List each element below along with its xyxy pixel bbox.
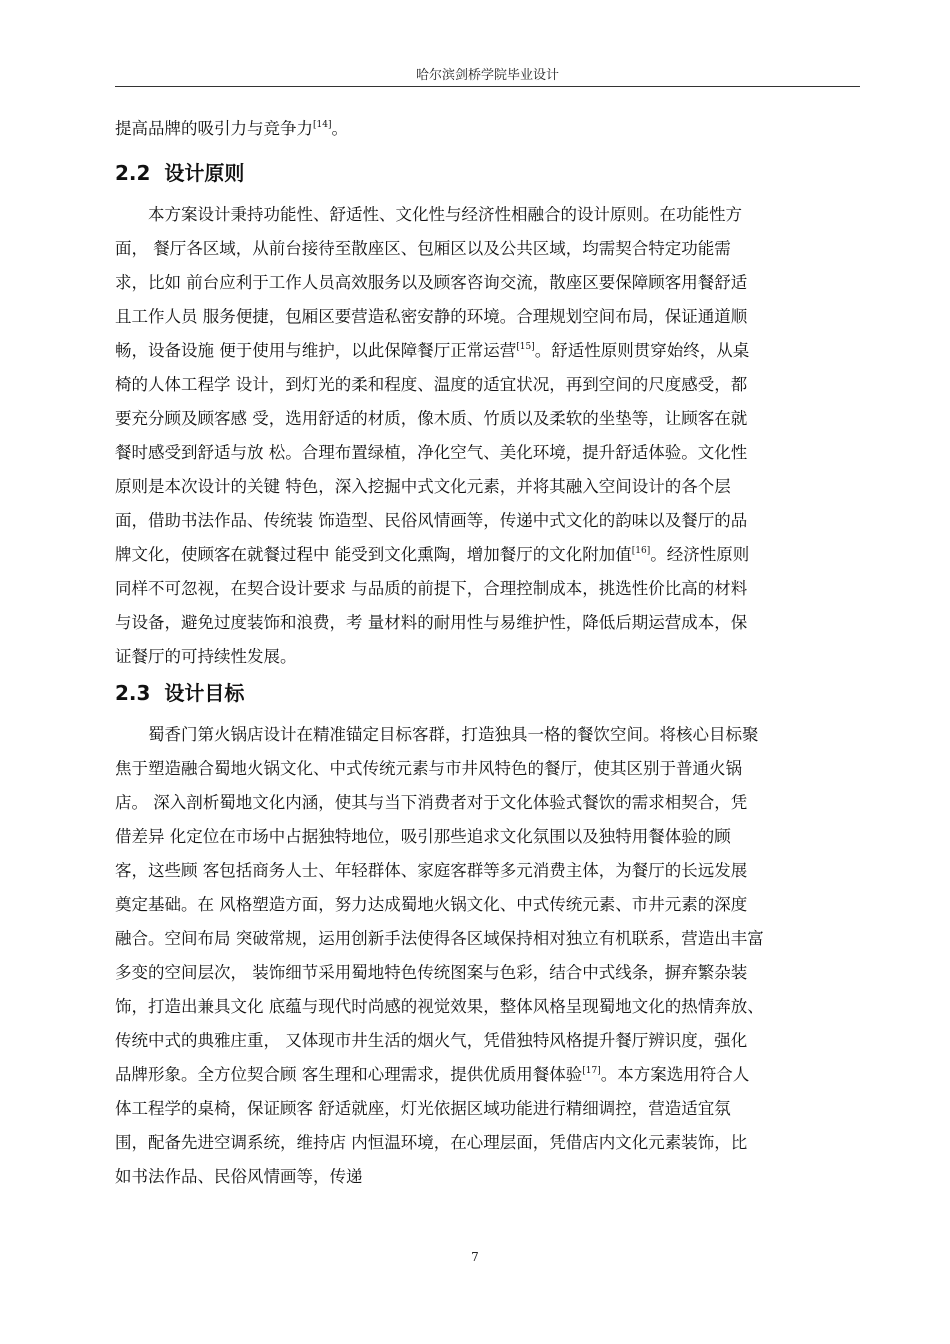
- citation-ref: [16]: [631, 546, 651, 556]
- text-line: [115, 402, 865, 436]
- line-text: 面，借助书法作品、传统装 饰造型、民俗风情画等，传递中式文化的韵味以及餐厅的品: [115, 511, 748, 530]
- text-line: [115, 1126, 865, 1160]
- line-text: 体工程学的桌椅，保证顾客 舒适就座，灯光依据区域功能进行精细调控，营造适宜氛: [115, 1099, 731, 1118]
- text-line: [115, 300, 865, 334]
- line-text: 品牌形象。全方位契合顾 客生理和心理需求，提供优质用餐体验: [115, 1065, 583, 1084]
- line-text: 店。 深入剖析蜀地文化内涵，使其与当下消费者对于文化体验式餐饮的需求相契合，凭: [115, 793, 748, 812]
- design-principles-paragraph: [115, 198, 865, 674]
- line-text: 多变的空间层次， 装饰细节采用蜀地特色传统图案与色彩，结合中式线条，摒弃繁杂装: [115, 963, 748, 982]
- text-line: [115, 334, 865, 368]
- line-text: 围，配备先进空调系统，维持店 内恒温环境，在心理层面，凭借店内文化元素装饰，比: [115, 1133, 748, 1152]
- text-line: [115, 990, 865, 1024]
- text-line: [115, 922, 865, 956]
- line-text: 焦于塑造融合蜀地火锅文化、中式传统元素与市井风特色的餐厅，使其区别于普通火锅: [115, 759, 742, 778]
- text-line: [115, 112, 865, 146]
- section-number: 2.2: [115, 161, 151, 185]
- text-line: [115, 786, 865, 820]
- line-text: 传统中式的典雅庄重， 又体现市井生活的烟火气，凭借独特风格提升餐厅辨识度，强化: [115, 1031, 748, 1050]
- text-line: [115, 752, 865, 786]
- section-heading-2-2: [115, 158, 865, 188]
- text-line: [115, 572, 865, 606]
- text-line: [115, 1024, 865, 1058]
- line-text: 本方案设计秉持功能性、舒适性、文化性与经济性相融合的设计原则。在功能性方: [148, 205, 742, 224]
- text-line: [115, 1160, 865, 1194]
- header-divider: [115, 86, 860, 87]
- intro-paragraph: [115, 112, 865, 146]
- line-text: 且工作人员 服务便捷，包厢区要营造私密安静的环境。合理规划空间布局，保证通道顺: [115, 307, 748, 326]
- text-line: [115, 1092, 865, 1126]
- section-heading-2-3: [115, 678, 865, 708]
- line-text: 。: [331, 119, 348, 138]
- line-text: 奠定基础。在 风格塑造方面，努力达成蜀地火锅文化、中式传统元素、市井元素的深度: [115, 895, 748, 914]
- citation-ref: [14]: [313, 120, 332, 130]
- text-line: [115, 504, 865, 538]
- section-number: 2.3: [115, 681, 151, 705]
- line-text: 客，这些顾 客包括商务人士、年轻群体、家庭客群等多元消费主体，为餐厅的长远发展: [115, 861, 748, 880]
- line-text: 面， 餐厅各区域，从前台接待至散座区、包厢区以及公共区域，均需契合特定功能需: [115, 239, 731, 258]
- line-text: 。舒适性原则贯穿始终，从桌: [534, 341, 750, 360]
- text-line: [115, 606, 865, 640]
- line-text: 借差异 化定位在市场中占据独特地位，吸引那些追求文化氛围以及独特用餐体验的顾: [115, 827, 731, 846]
- text-line: [115, 232, 865, 266]
- text-line: [115, 266, 865, 300]
- text-line: [115, 820, 865, 854]
- text-line: [115, 368, 865, 402]
- line-text: 如书法作品、民俗风情画等，传递: [115, 1167, 363, 1186]
- text-line: [115, 538, 865, 572]
- page-body: [115, 112, 865, 1194]
- line-text: 。本方案选用符合人: [600, 1065, 750, 1084]
- line-text: 椅的人体工程学 设计，到灯光的柔和程度、温度的适宜状况，再到空间的尺度感受，都: [115, 375, 748, 394]
- text-line: [115, 956, 865, 990]
- text-line: [115, 198, 865, 232]
- text-line: [115, 854, 865, 888]
- line-text: 。经济性原则: [650, 545, 750, 564]
- citation-ref: [17]: [582, 1066, 601, 1076]
- line-text: 畅，设备设施 便于使用与维护，以此保障餐厅正常运营: [115, 341, 517, 360]
- text-line: [115, 640, 865, 674]
- text-line: [115, 436, 865, 470]
- running-header: 哈尔滨剑桥学院毕业设计: [415, 68, 559, 83]
- section-title: 设计目标: [164, 681, 245, 705]
- line-text: 餐时感受到舒适与放 松。合理布置绿植，净化空气、美化环境，提升舒适体验。文化性: [115, 443, 748, 462]
- line-text: 牌文化，使顾客在就餐过程中 能受到文化熏陶，增加餐厅的文化附加值: [115, 545, 632, 564]
- line-text: 证餐厅的可持续性发展。: [115, 647, 297, 666]
- text-line: [115, 718, 865, 752]
- line-text: 提高品牌的吸引力与竞争力: [115, 119, 313, 138]
- line-text: 融合。空间布局 突破常规，运用创新手法使得各区域保持相对独立有机联系，营造出丰富: [115, 929, 764, 948]
- line-text: 蜀香门第火锅店设计在精准锚定目标客群，打造独具一格的餐饮空间。将核心目标聚: [148, 725, 759, 744]
- line-text: 原则是本次设计的关键 特色，深入挖掘中式文化元素，并将其融入空间设计的各个层: [115, 477, 731, 496]
- line-text: 求，比如 前台应利于工作人员高效服务以及顾客咨询交流，散座区要保障顾客用餐舒适: [115, 273, 748, 292]
- text-line: [115, 1058, 865, 1092]
- line-text: 同样不可忽视，在契合设计要求 与品质的前提下，合理控制成本，挑选性价比高的材料: [115, 579, 748, 598]
- line-text: 要充分顾及顾客感 受，选用舒适的材质，像木质、竹质以及柔软的坐垫等，让顾客在就: [115, 409, 748, 428]
- line-text: 饰，打造出兼具文化 底蕴与现代时尚感的视觉效果，整体风格呈现蜀地文化的热情奔放、: [115, 997, 764, 1016]
- citation-ref: [15]: [516, 342, 535, 352]
- line-text: 与设备，避免过度装饰和浪费，考 量材料的耐用性与易维护性，降低后期运营成本，保: [115, 613, 748, 632]
- text-line: [115, 888, 865, 922]
- design-goals-paragraph: [115, 718, 865, 1194]
- section-title: 设计原则: [164, 161, 245, 185]
- text-line: [115, 470, 865, 504]
- page-number: 7: [471, 1250, 479, 1264]
